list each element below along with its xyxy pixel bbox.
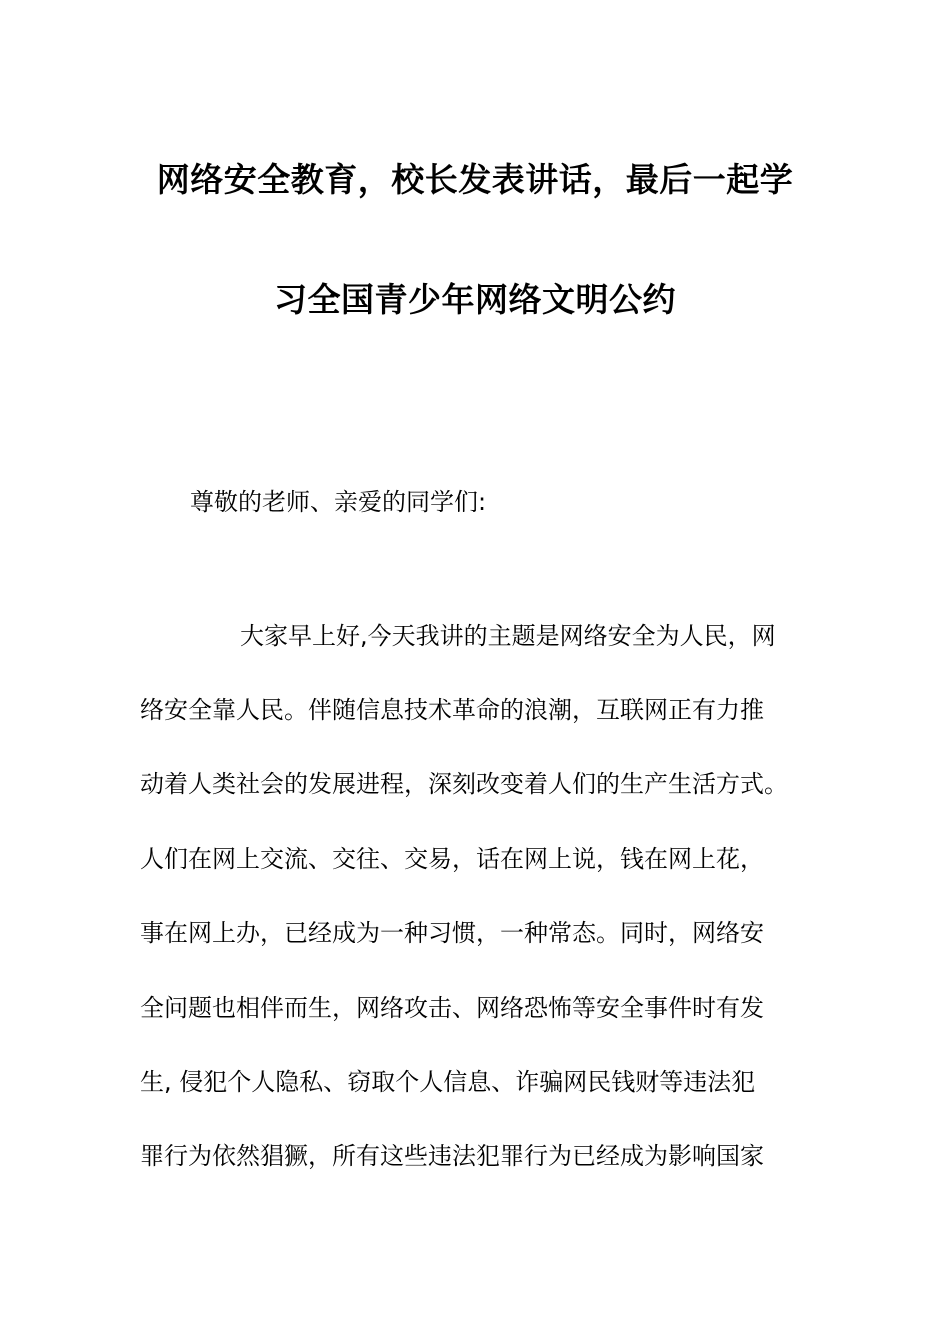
paragraph-line-2: 络安全靠人民。伴随信息技术革命的浪潮，互联网正有力推 [140, 696, 764, 724]
salutation: 尊敬的老师、亲爱的同学们: [190, 488, 487, 516]
paragraph-line-7: 生, 侵犯个人隐私、窃取个人信息、诈骗网民钱财等违法犯 [140, 1068, 756, 1096]
document-title-line-1: 网络安全教育，校长发表讲话，最后一起学 [156, 160, 794, 199]
paragraph-line-1: 大家早上好,今天我讲的主题是网络安全为人民，网 [240, 622, 776, 650]
document-title-line-2: 习全国青少年网络文明公约 [274, 280, 676, 319]
paragraph-line-6: 全问题也相伴而生，网络攻击、网络恐怖等安全事件时有发 [140, 994, 764, 1022]
paragraph-line-4: 人们在网上交流、交往、交易，话在网上说，钱在网上花， [140, 845, 764, 873]
paragraph-line-8: 罪行为依然猖獗，所有这些违法犯罪行为已经成为影响国家 [140, 1142, 764, 1170]
paragraph-line-5: 事在网上办，已经成为一种习惯，一种常态。同时，网络安 [140, 919, 764, 947]
paragraph-line-3: 动着人类社会的发展进程，深刻改变着人们的生产生活方式。 [140, 770, 788, 798]
